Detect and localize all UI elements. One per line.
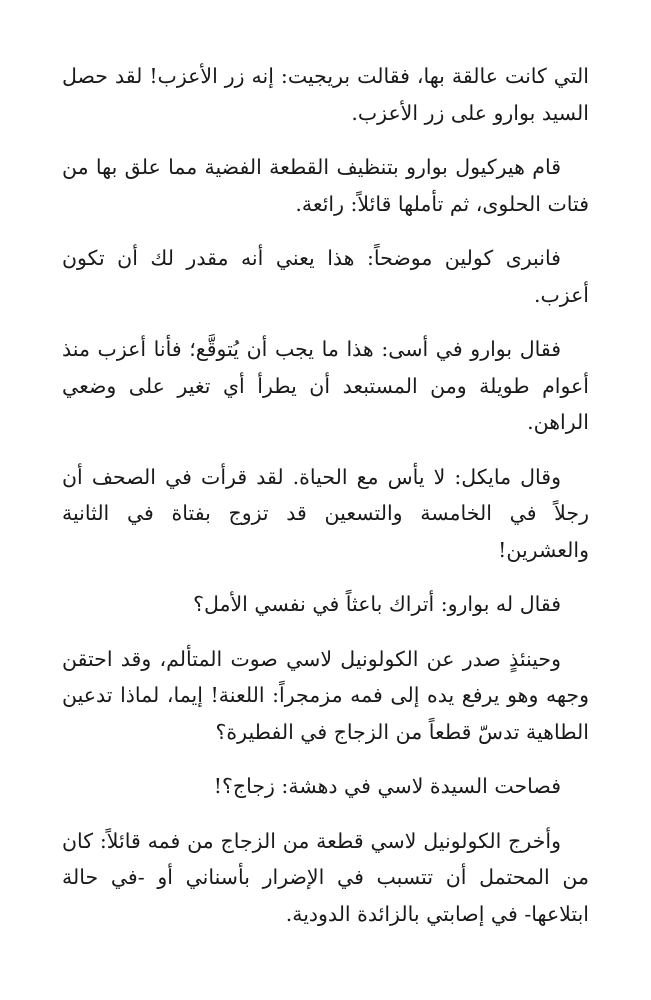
paragraph-7: وحينئذٍ صدر عن الكولونيل لاسي صوت المتألم، وقد احتقن وجهه وهو يرفع يده إلى فمه مزمجراً: اللعنة! إيما، لماذا تدعين الطاهية تدسّ قطعاً من الزجاج في الفطيرة؟ <box>62 646 589 744</box>
paragraph-8: فصاحت السيدة لاسي في دهشة: زجاج؟! <box>213 774 561 798</box>
paragraph-4: فقال بوارو في أسى: هذا ما يجب أن يُتوقَّع؛ فأنا أعزب منذ أعوام طويلة ومن المستبعد أن يطرأ أي تغير على وضعي الراهن. <box>62 337 589 434</box>
paragraph-9: وأخرج الكولونيل لاسي قطعة من الزجاج من فمه قائلاً: كان من المحتمل أن تتسبب في الإضرار بأسناني أو -في حالة ابتلاعها- في إصابتي بالزائدة الدودية. <box>62 828 589 926</box>
paragraph-1: التي كانت عالقة بها، فقالت بريجيت: إنه زر الأعزب! لقد حصل السيد بوارو على زر الأعزب. <box>62 64 589 125</box>
paragraph-3: فانبرى كولين موضحاً: هذا يعني أنه مقدر لك أن تكون أعزب. <box>62 246 589 307</box>
book-page <box>62 58 589 950</box>
paragraph-2: قام هيركيول بوارو بتنظيف القطعة الفضية مما علق بها من فتات الحلوى، ثم تأملها قائلاً: رائعة. <box>62 155 589 216</box>
paragraph-6: فقال له بوارو: أتراك باعثاً في نفسي الأمل؟ <box>193 592 561 616</box>
paragraph-5: وقال مايكل: لا يأس مع الحياة. لقد قرأت في الصحف أن رجلاً في الخامسة والتسعين قد تزوج بفتاة في الثانية والعشرين! <box>62 464 589 562</box>
